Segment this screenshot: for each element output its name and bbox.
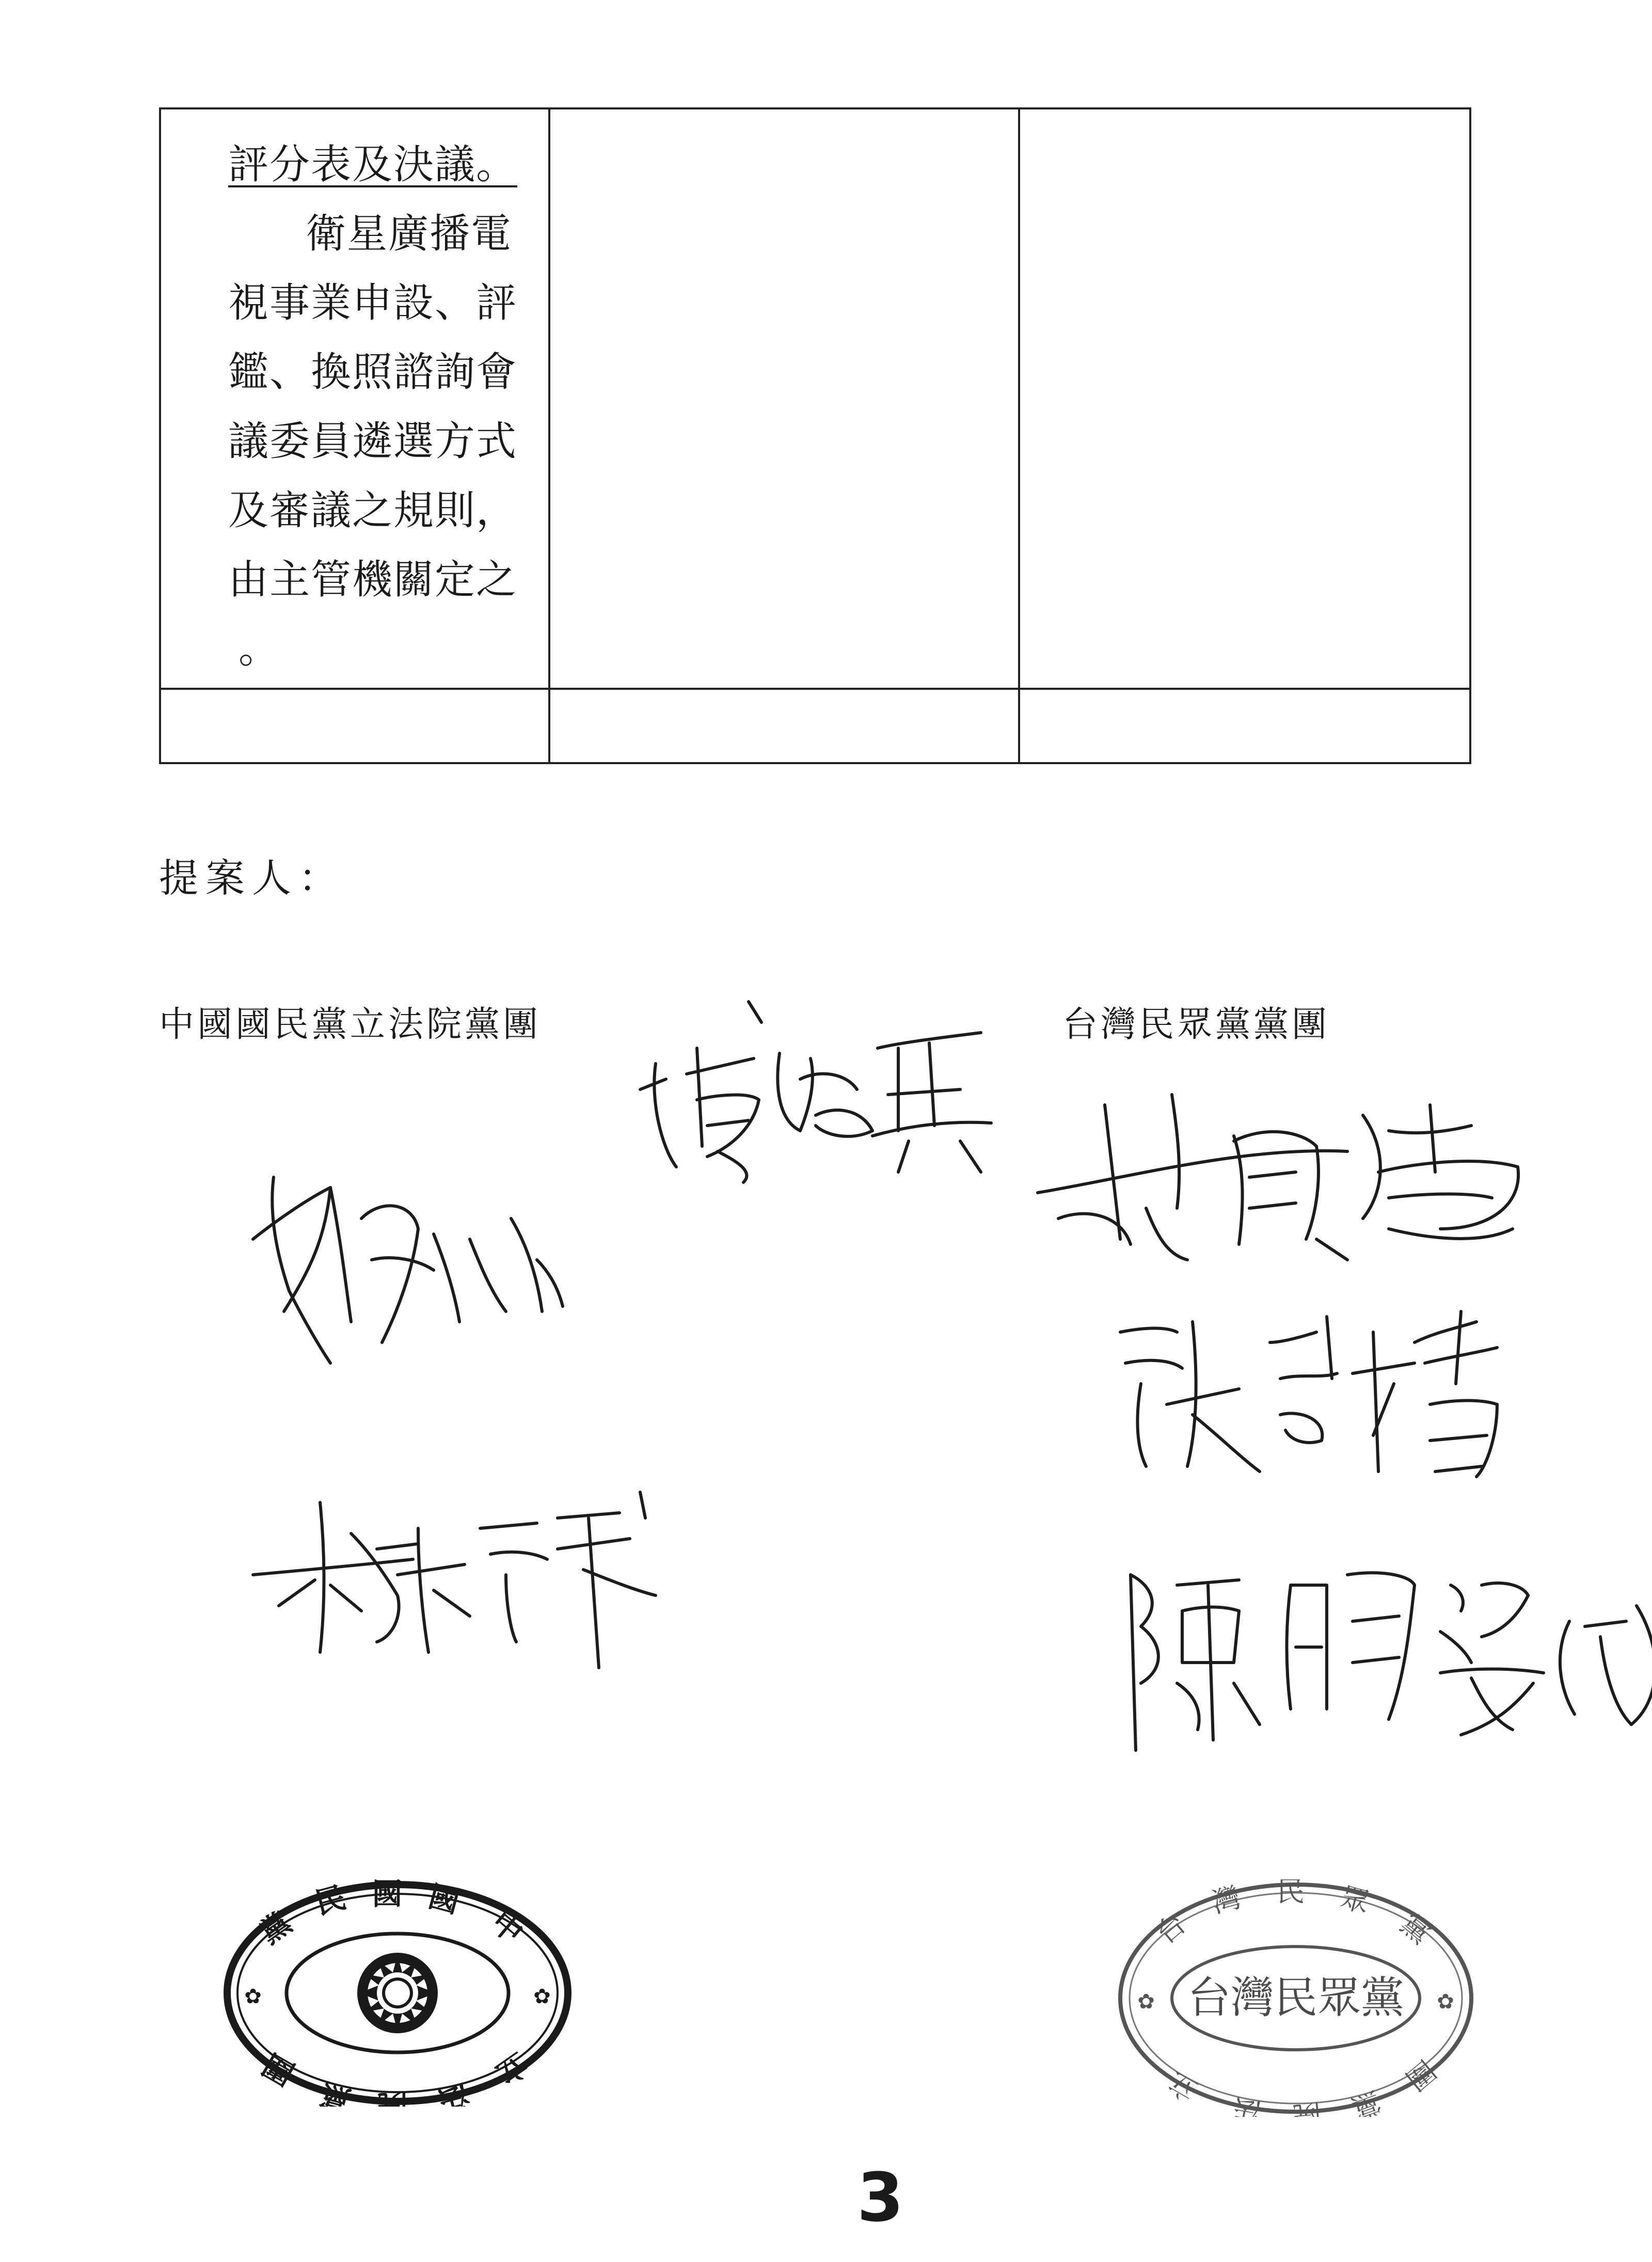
svg-text:院: 院 (1291, 2097, 1323, 2117)
kmt-caucus-seal (222, 1879, 573, 2109)
table-row-divider (161, 688, 1469, 690)
cell-line: 。 (239, 626, 280, 672)
svg-text:團: 團 (257, 2046, 301, 2092)
svg-text:國: 國 (372, 1879, 403, 1911)
svg-text:✿: ✿ (244, 1985, 262, 2008)
signature-lin (248, 1487, 661, 1675)
cell-line: 視事業申設、評 (228, 280, 518, 326)
cell-line: 由主管機關定之 (228, 557, 518, 603)
cell-line: 議委員遴選方式 (228, 418, 518, 465)
table-column-divider (1018, 109, 1020, 762)
proposer-label: 提案人： (159, 855, 345, 901)
svg-text:立: 立 (489, 2045, 534, 2092)
svg-text:黨: 黨 (1394, 1907, 1437, 1951)
svg-text:民: 民 (311, 1879, 350, 1922)
tpp-seal-center-text: 台灣民眾黨 (1187, 1972, 1405, 2023)
svg-text:台: 台 (1150, 1907, 1193, 1951)
cell-line: 及審議之規則， (228, 487, 518, 534)
underlined-clause: 評分表及決議。 (228, 141, 518, 188)
page-number: 3 (857, 2158, 904, 2237)
amendment-table (159, 107, 1471, 764)
svg-text:✿: ✿ (1437, 1990, 1454, 2014)
svg-text:法: 法 (435, 2077, 473, 2107)
svg-text:黨: 黨 (253, 1905, 298, 1951)
tpp-caucus-seal (1115, 1879, 1476, 2119)
svg-text:✿: ✿ (1137, 1990, 1155, 2014)
signature-chen (1120, 1554, 1637, 1763)
caucus-tpp-label: 台灣民眾黨黨團 (1062, 1004, 1330, 1045)
signature-huang (1027, 1074, 1528, 1293)
svg-text:團: 團 (1399, 2053, 1442, 2097)
svg-text:黨: 黨 (1347, 2085, 1385, 2117)
svg-text:國: 國 (425, 1879, 463, 1921)
table-cell-text (228, 130, 682, 684)
signature-illegible (248, 1157, 568, 1386)
svg-text:眾: 眾 (1337, 1880, 1373, 1920)
cell-line: 鑑、換照諮詢會 (228, 349, 518, 396)
svg-text:黨: 黨 (316, 2077, 355, 2107)
svg-text:✿: ✿ (533, 1985, 551, 2008)
svg-text:院: 院 (377, 2088, 408, 2107)
signature-fu (630, 1002, 1002, 1190)
svg-text:法: 法 (1231, 2092, 1264, 2117)
svg-text:民: 民 (1277, 1879, 1305, 1908)
svg-text:中: 中 (484, 1904, 530, 1951)
signature-chang (1105, 1301, 1518, 1510)
svg-text:立: 立 (1162, 2065, 1203, 2108)
caucus-kmt-label: 中國國民黨立法院黨團 (159, 1004, 542, 1045)
svg-text:灣: 灣 (1208, 1880, 1244, 1920)
cell-line: 衛星廣播電 (306, 211, 513, 257)
